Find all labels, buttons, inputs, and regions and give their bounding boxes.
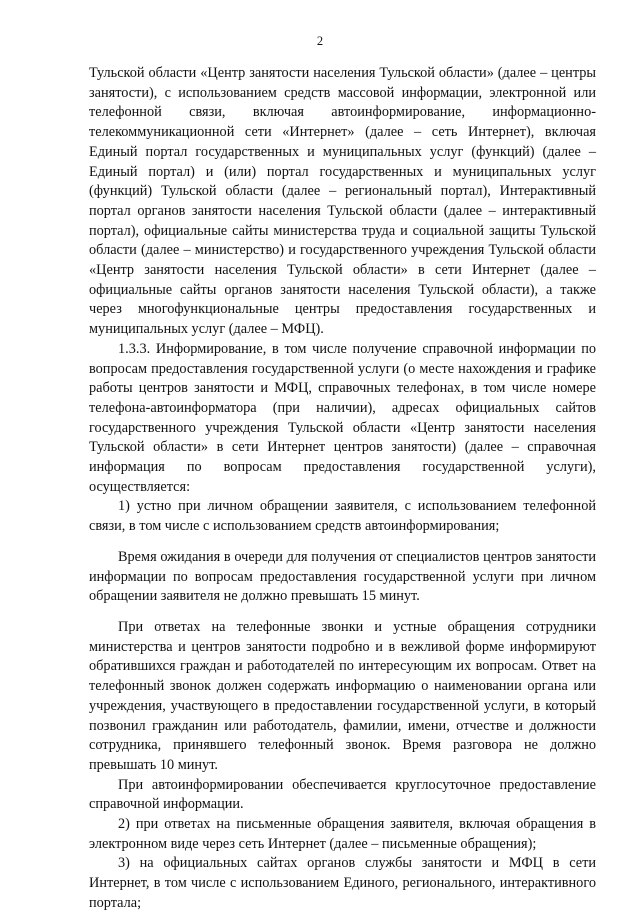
- document-body: [89, 64, 596, 914]
- paragraph-phone-answers: При ответах на телефонные звонки и устные обращения сотрудники министерства и центров занятости подробно и в вежливой форме информируют обратившихся граждан и работодателей по интересующим их вопросам. Ответ на телефонный звонок должен содержать информацию о наименовании органа или учреждения, участвующего в предоставлении государственной услуги, в который позвонил гражданин или работодатель, фамилии, имени, отчестве и должности сотрудника, принявшего телефонный звонок. Время разговора не должно превышать 10 минут.: [89, 618, 596, 773]
- paragraph-waiting-time: Время ожидания в очереди для получения от специалистов центров занятости информации по вопросам предоставления государственной услуги при личном обращении заявителя не должно превышать 15 минут.: [89, 548, 596, 605]
- paragraph-item-2: 2) при ответах на письменные обращения заявителя, включая обращения в электронном виде через сеть Интернет (далее – письменные обращения);: [89, 816, 596, 852]
- paragraph-continuation: Тульской области «Центр занятости населения Тульской области» (далее – центры занятости), с использованием средств массовой информации, электронной или телефонной связи, включая автоинформирование, информационно-телекоммуникационной сети «Интернет» (далее – сеть Интернет), включая Единый портал государственных и муниципальных услуг (функций) (далее – Единый портал) и (или) портал государственных и муниципальных услуг (функций) Тульской области (далее – региональный портал), Интерактивный портал органов занятости населения Тульской области (далее – интерактивный портал), официальные сайты министерства труда и социальной защиты Тульской области (далее – министерство) и государственного учреждения Тульской области «Центр занятости населения Тульской области» в сети Интернет (далее – официальные сайты органов занятости населения Тульской области), а также через многофункциональные центры предоставления государственных и муниципальных услуг (далее – МФЦ).: [89, 65, 596, 338]
- page-number: 2: [316, 34, 324, 48]
- paragraph-item-3: 3) на официальных сайтах органов службы занятости и МФЦ в сети Интернет, в том числе с использованием Единого, регионального, интерактивного портала;: [89, 855, 596, 911]
- paragraph-autoinforming: При автоинформировании обеспечивается круглосуточное предоставление справочной информации.: [89, 776, 596, 813]
- paragraph-1-3-3: 1.3.3. Информирование, в том числе получение справочной информации по вопросам предоставления государственной услуги (о месте нахождения и графике работы центров занятости и МФЦ, справочных телефонах, в том числе номере телефона-автоинформатора (при наличии), адресах официальных сайтов государственного учреждения Тульской области «Центр занятости населения Тульской области» в сети Интернет центров занятости) (далее – справочная информация по вопросам предоставления государственной услуги), осуществляется:: [89, 340, 596, 495]
- paragraph-item-1: 1) устно при личном обращении заявителя, с использованием телефонной связи, в том числе с использованием средств автоинформирования;: [89, 498, 596, 535]
